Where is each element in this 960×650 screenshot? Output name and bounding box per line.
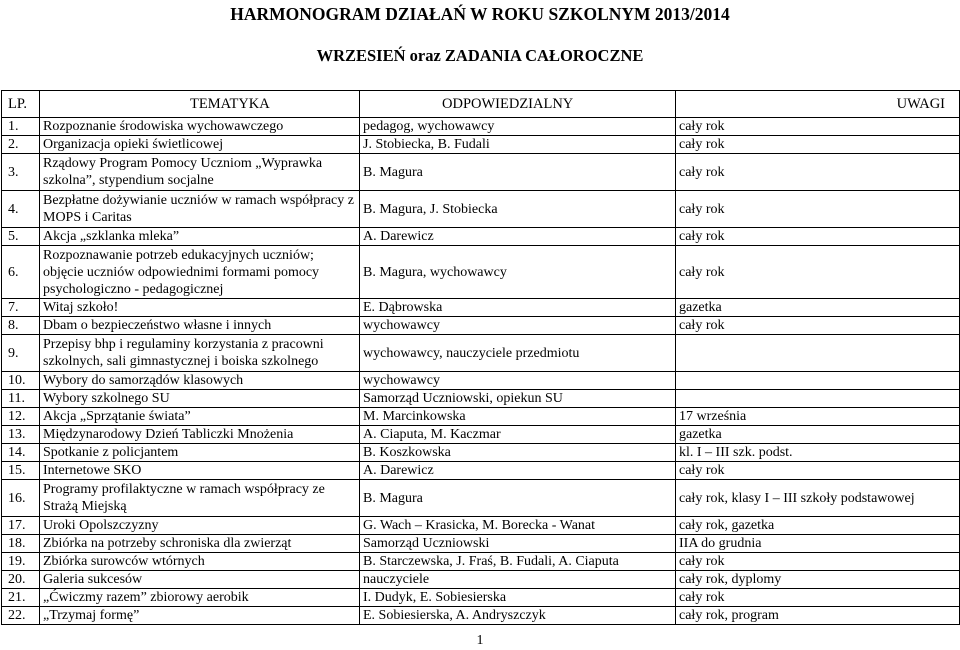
cell-odpowiedzialny: wychowawcy, nauczyciele przedmiotu (360, 335, 676, 372)
cell-tematyka: Organizacja opieki świetlicowej (40, 136, 360, 154)
cell-odpowiedzialny: wychowawcy (360, 317, 676, 335)
cell-tematyka: Akcja „Sprzątanie świata” (40, 408, 360, 426)
cell-tematyka: Zbiórka na potrzeby schroniska dla zwierząt (40, 535, 360, 553)
cell-uwagi: gazetka (676, 426, 960, 444)
cell-uwagi (676, 335, 960, 372)
cell-tematyka: „Ćwiczmy razem” zbiorowy aerobik (40, 589, 360, 607)
cell-odpowiedzialny: B. Magura, wychowawcy (360, 246, 676, 299)
table-row (2, 118, 960, 136)
cell-odpowiedzialny: B. Magura, J. Stobiecka (360, 191, 676, 228)
cell-lp: 11. (2, 390, 40, 408)
cell-lp: 8. (2, 317, 40, 335)
cell-lp: 12. (2, 408, 40, 426)
cell-uwagi: kl. I – III szk. podst. (676, 444, 960, 462)
cell-uwagi: cały rok (676, 154, 960, 191)
cell-lp: 13. (2, 426, 40, 444)
cell-uwagi: cały rok, gazetka (676, 517, 960, 535)
cell-lp: 10. (2, 372, 40, 390)
table-row (2, 317, 960, 335)
table-row (2, 444, 960, 462)
table-row (2, 390, 960, 408)
column-header-odpowiedzialny: ODPOWIEDZIALNY (360, 91, 676, 118)
cell-tematyka: Rządowy Program Pomocy Uczniom „Wyprawka szkolna”, stypendium socjalne (40, 154, 360, 191)
table-row (2, 571, 960, 589)
table-row (2, 372, 960, 390)
cell-lp: 22. (2, 607, 40, 625)
cell-odpowiedzialny: M. Marcinkowska (360, 408, 676, 426)
table-row (2, 535, 960, 553)
page-number: 1 (476, 633, 484, 648)
cell-tematyka: Przepisy bhp i regulaminy korzystania z pracowni szkolnych, sali gimnastycznej i boiska szkolnego (40, 335, 360, 372)
cell-tematyka: „Trzymaj formę” (40, 607, 360, 625)
cell-tematyka: Uroki Opolszczyzny (40, 517, 360, 535)
table-row (2, 154, 960, 191)
cell-uwagi: cały rok (676, 553, 960, 571)
cell-lp: 21. (2, 589, 40, 607)
cell-uwagi: cały rok (676, 589, 960, 607)
cell-lp: 20. (2, 571, 40, 589)
cell-uwagi: cały rok, dyplomy (676, 571, 960, 589)
table-row (2, 299, 960, 317)
column-header-lp: LP. (2, 91, 40, 118)
cell-tematyka: Bezpłatne dożywianie uczniów w ramach współpracy z MOPS i Caritas (40, 191, 360, 228)
cell-tematyka: Spotkanie z policjantem (40, 444, 360, 462)
table-row (2, 517, 960, 535)
cell-uwagi: gazetka (676, 299, 960, 317)
table-row (2, 589, 960, 607)
cell-uwagi: cały rok (676, 228, 960, 246)
table-row (2, 335, 960, 372)
cell-odpowiedzialny: E. Sobiesierska, A. Andryszczyk (360, 607, 676, 625)
cell-odpowiedzialny: nauczyciele (360, 571, 676, 589)
cell-uwagi: cały rok (676, 246, 960, 299)
cell-lp: 5. (2, 228, 40, 246)
cell-odpowiedzialny: B. Magura (360, 154, 676, 191)
table-row (2, 462, 960, 480)
table-row (2, 426, 960, 444)
cell-uwagi: cały rok (676, 136, 960, 154)
cell-odpowiedzialny: B. Starczewska, J. Fraś, B. Fudali, A. Ciaputa (360, 553, 676, 571)
cell-odpowiedzialny: pedagog, wychowawcy (360, 118, 676, 136)
table-row (2, 246, 960, 299)
cell-odpowiedzialny: Samorząd Uczniowski, opiekun SU (360, 390, 676, 408)
cell-odpowiedzialny: A. Darewicz (360, 462, 676, 480)
cell-uwagi: 17 września (676, 408, 960, 426)
cell-uwagi: cały rok, klasy I – III szkoły podstawowej (676, 480, 960, 517)
cell-lp: 15. (2, 462, 40, 480)
cell-lp: 2. (2, 136, 40, 154)
cell-tematyka: Zbiórka surowców wtórnych (40, 553, 360, 571)
cell-lp: 3. (2, 154, 40, 191)
column-header-tematyka: TEMATYKA (40, 91, 360, 118)
cell-odpowiedzialny: I. Dudyk, E. Sobiesierska (360, 589, 676, 607)
table-row (2, 228, 960, 246)
cell-tematyka: Programy profilaktyczne w ramach współpracy ze Strażą Miejską (40, 480, 360, 517)
cell-uwagi (676, 390, 960, 408)
cell-lp: 14. (2, 444, 40, 462)
cell-tematyka: Akcja „szklanka mleka” (40, 228, 360, 246)
cell-tematyka: Witaj szkoło! (40, 299, 360, 317)
cell-odpowiedzialny: A. Ciaputa, M. Kaczmar (360, 426, 676, 444)
cell-odpowiedzialny: B. Koszkowska (360, 444, 676, 462)
cell-lp: 17. (2, 517, 40, 535)
cell-lp: 4. (2, 191, 40, 228)
document-title: HARMONOGRAM DZIAŁAŃ W ROKU SZKOLNYM 2013/2014 (230, 4, 730, 24)
table-row (2, 136, 960, 154)
cell-tematyka: Galeria sukcesów (40, 571, 360, 589)
table-header-row (2, 91, 960, 118)
cell-tematyka: Rozpoznanie środowiska wychowawczego (40, 118, 360, 136)
cell-uwagi: cały rok (676, 191, 960, 228)
cell-uwagi: cały rok (676, 317, 960, 335)
cell-lp: 16. (2, 480, 40, 517)
cell-lp: 9. (2, 335, 40, 372)
table-row (2, 553, 960, 571)
cell-uwagi: IIA do grudnia (676, 535, 960, 553)
table-row (2, 480, 960, 517)
cell-lp: 18. (2, 535, 40, 553)
schedule-table (1, 90, 960, 625)
table-body (2, 118, 960, 625)
cell-odpowiedzialny: G. Wach – Krasicka, M. Borecka - Wanat (360, 517, 676, 535)
cell-tematyka: Wybory szkolnego SU (40, 390, 360, 408)
table-row (2, 408, 960, 426)
cell-lp: 6. (2, 246, 40, 299)
cell-tematyka: Międzynarodowy Dzień Tabliczki Mnożenia (40, 426, 360, 444)
table-row (2, 607, 960, 625)
cell-odpowiedzialny: E. Dąbrowska (360, 299, 676, 317)
document-subtitle: WRZESIEŃ oraz ZADANIA CAŁOROCZNE (316, 46, 644, 65)
cell-odpowiedzialny: Samorząd Uczniowski (360, 535, 676, 553)
cell-uwagi: cały rok, program (676, 607, 960, 625)
cell-lp: 19. (2, 553, 40, 571)
cell-odpowiedzialny: B. Magura (360, 480, 676, 517)
table-row (2, 191, 960, 228)
cell-lp: 1. (2, 118, 40, 136)
cell-odpowiedzialny: J. Stobiecka, B. Fudali (360, 136, 676, 154)
cell-tematyka: Wybory do samorządów klasowych (40, 372, 360, 390)
cell-uwagi (676, 372, 960, 390)
cell-tematyka: Rozpoznawanie potrzeb edukacyjnych uczniów; objęcie uczniów odpowiednimi formami pomocy psychologiczno - pedagogicznej (40, 246, 360, 299)
cell-odpowiedzialny: wychowawcy (360, 372, 676, 390)
cell-odpowiedzialny: A. Darewicz (360, 228, 676, 246)
cell-lp: 7. (2, 299, 40, 317)
cell-uwagi: cały rok (676, 462, 960, 480)
cell-uwagi: cały rok (676, 118, 960, 136)
cell-tematyka: Internetowe SKO (40, 462, 360, 480)
column-header-uwagi: UWAGI (676, 91, 960, 118)
cell-tematyka: Dbam o bezpieczeństwo własne i innych (40, 317, 360, 335)
